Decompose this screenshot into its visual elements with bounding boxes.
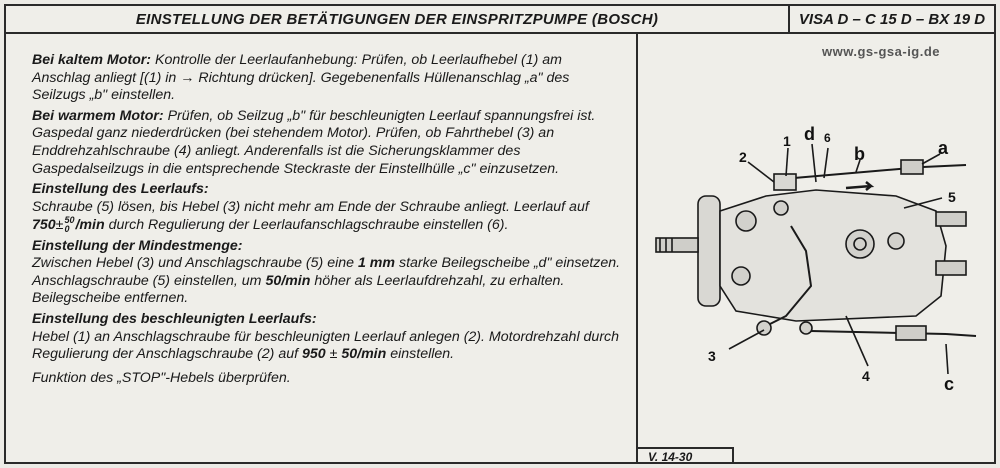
drive-shaft [656, 238, 698, 252]
section-heading: Einstellung des Leerlaufs: [32, 181, 209, 198]
section-idle-setting [32, 181, 622, 235]
section-body: Prüfen, ob Seilzug „b" für beschleunigten Leerlauf spannungsfrei ist. Gaspedal ganz niederdrücken (bei stehendem Motor). Prüfen, ob Fahrthebel (3) an Enddrehzahlschraube (4) anliegt. Anderenfalls ist die Sicherungsklammer des Gaspedalseilzugs in die entsprechende Steckraste der Einstellhülle „c" einzusetzen. [32, 107, 596, 177]
section-body: Schraube (5) lösen, bis Hebel (3) nicht mehr am Ende der Schraube anliegt. Leerlauf auf [32, 198, 589, 215]
section-cold-engine [32, 52, 622, 105]
watermark-url: www.gs-gsa-ig.de [822, 44, 941, 59]
section-heading: Einstellung des beschleunigten Leerlaufs: [32, 311, 317, 328]
section-body: einstellen. [386, 346, 455, 363]
section-heading: Einstellung der Mindestmenge: [32, 237, 243, 254]
section-body: Zwischen Hebel (3) und Anschlagschraube (5) eine [32, 255, 358, 272]
instruction-text [6, 34, 638, 462]
label-b: b [854, 144, 865, 164]
fast-idle-speed: 950 [302, 346, 326, 363]
label-c: c [944, 374, 955, 394]
label-2: 2 [739, 149, 747, 165]
idle-speed-unit: /min [75, 217, 105, 234]
label-3: 3 [708, 348, 716, 364]
section-body: Hebel (1) an Anschlagschraube für beschleunigten Leerlauf anlegen (2). Motordrehzahl durch Regulierung der Anschlagschraube (2) auf [32, 328, 620, 363]
label-5: 5 [948, 189, 956, 205]
label-6: 6 [824, 131, 831, 145]
label-4: 4 [862, 368, 870, 384]
tolerance-lower: 0 [64, 224, 70, 235]
instruction-sheet [4, 4, 996, 464]
shim-thickness: 1 mm [357, 255, 396, 272]
cable-sleeve-a [901, 160, 923, 174]
section-warm-engine [32, 108, 622, 178]
label-d: d [804, 124, 815, 144]
reference-number: V. 14-30 [638, 447, 734, 464]
fast-idle-tolerance: 50/min [341, 346, 387, 363]
lever-1 [774, 174, 796, 190]
idle-speed-value: 750 [32, 217, 56, 234]
outlet-fitting-lower [936, 261, 966, 275]
model-list: VISA D – C 15 D – BX 19 D [790, 6, 994, 34]
speed-offset: 50/min [265, 272, 311, 289]
page-title: EINSTELLUNG DER BETÄTIGUNGEN DER EINSPRITZPUMPE (BOSCH) [6, 6, 790, 34]
adjusting-sleeve-c [896, 326, 926, 340]
section-heading: Bei kaltem Motor: [32, 52, 152, 68]
section-body: Kontrolle der Leerlaufanhebung: Prüfen, ob Leerlaufhebel (1) am Anschlag anliegt [(1) in → Richtung drücken]. Gegebenenfalls Hüllenanschlag „a" des Seilzugs „b" einstellen. [32, 52, 570, 104]
section-min-quantity [32, 238, 622, 308]
section-heading: Bei warmem Motor: [32, 107, 164, 124]
label-1: 1 [783, 133, 791, 149]
pump-flange [698, 196, 720, 306]
central-hub [846, 230, 874, 258]
section-body: ± [325, 346, 342, 363]
label-a: a [938, 138, 949, 158]
section-body: starke Beilegscheibe „d" einsetzen. Anschlagschraube (5) einstellen, um [32, 255, 621, 289]
section-fast-idle [32, 311, 622, 364]
tolerance-upper: 50 [64, 215, 75, 226]
cable-b [794, 168, 911, 178]
section-body: höher als Leerlaufdrehzahl, zu erhalten. Beilegscheibe entfernen. [32, 272, 565, 307]
section-stop-check: Funktion des „STOP"-Hebels überprüfen. [32, 369, 291, 386]
tolerance-sign: ± [55, 217, 64, 234]
outlet-fitting-upper [936, 212, 966, 226]
pump-body [720, 190, 946, 321]
injection-pump-diagram [646, 116, 996, 396]
section-body: durch Regulierung der Leerlaufanschlagschraube einstellen (6). [104, 217, 509, 234]
